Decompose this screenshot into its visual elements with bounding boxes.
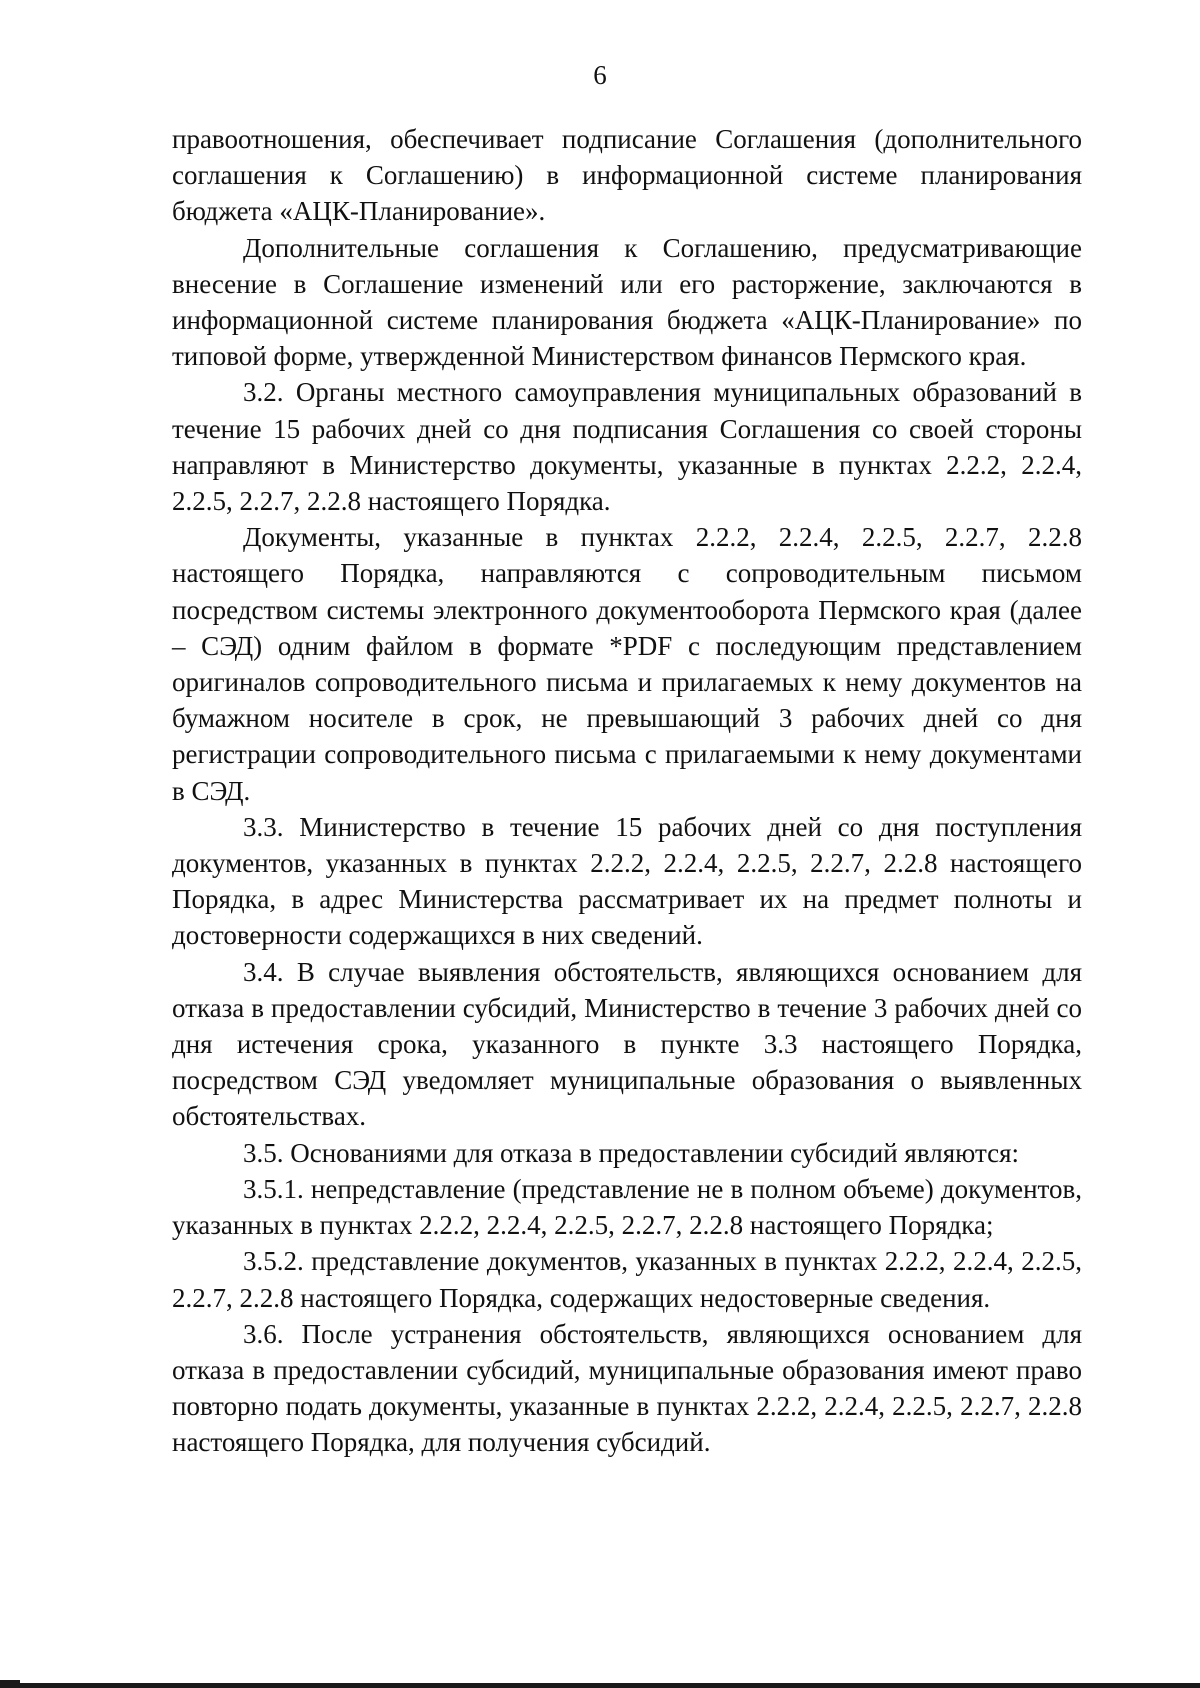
paragraph-documents-submission: Документы, указанные в пунктах 2.2.2, 2.2.4, 2.2.5, 2.2.7, 2.2.8 настоящего Порядка, направляются с сопроводительным письмом посредством системы электронного документооборота Пермского края (далее – СЭД) одним файлом в формате *PDF с последующим представлением оригиналов сопроводительного письма и прилагаемых к нему документов на бумажном носителе в срок, не превышающий 3 рабочих дней со дня регистрации сопроводительного письма с прилагаемыми к нему документами в СЭД. [172, 522, 1082, 806]
paragraph-supplementary-agreements: Дополнительные соглашения к Соглашению, предусматривающие внесение в Соглашение изменений или его расторжение, заключаются в информационной системе планирования бюджета «АЦК-Планирование» по типовой форме, утвержденной Министерством финансов Пермского края. [172, 232, 1082, 372]
paragraph-3-3: 3.3. Министерство в течение 15 рабочих дней со дня поступления документов, указанных в пунктах 2.2.2, 2.2.4, 2.2.5, 2.2.7, 2.2.8 настоящего Порядка, в адрес Министерства рассматривает их на предмет полноты и достоверности содержащихся в них сведений. [172, 811, 1082, 951]
scan-bottom-edge [0, 1683, 1200, 1688]
document-body [172, 121, 1082, 1461]
paragraph-3-5-1: 3.5.1. непредставление (представление не в полном объеме) документов, указанных в пунктах 2.2.2, 2.2.4, 2.2.5, 2.2.7, 2.2.8 настоящего Порядка; [172, 1173, 1082, 1241]
paragraph-3-4: 3.4. В случае выявления обстоятельств, являющихся основанием для отказа в предоставлении субсидий, Министерство в течение 3 рабочих дней со дня истечения срока, указанного в пункте 3.3 настоящего Порядка, посредством СЭД уведомляет муниципальные образования о выявленных обстоятельствах. [172, 956, 1082, 1132]
paragraph-3-5: 3.5. Основаниями для отказа в предоставлении субсидий являются: [243, 1137, 1019, 1168]
page-number: 6 [593, 60, 607, 90]
paragraph-3-5-2: 3.5.2. представление документов, указанных в пунктах 2.2.2, 2.2.4, 2.2.5, 2.2.7, 2.2.8 настоящего Порядка, содержащих недостоверные сведения. [172, 1246, 1082, 1313]
paragraph-3-2: 3.2. Органы местного самоуправления муниципальных образований в течение 15 рабочих дней со дня подписания Соглашения со своей стороны направляют в Министерство документы, указанные в пунктах 2.2.2, 2.2.4, 2.2.5, 2.2.7, 2.2.8 настоящего Порядка. [172, 377, 1082, 517]
paragraph-continuation: правоотношения, обеспечивает подписание Соглашения (дополнительного соглашения к Соглашению) в информационной системе планирования бюджета «АЦК-Планирование». [172, 124, 1082, 227]
paragraph-3-6: 3.6. После устранения обстоятельств, являющихся основанием для отказа в предоставлении субсидий, муниципальные образования имеют право повторно подать документы, указанные в пунктах 2.2.2, 2.2.4, 2.2.5, 2.2.7, 2.2.8 настоящего Порядка, для получения субсидий. [172, 1318, 1082, 1458]
